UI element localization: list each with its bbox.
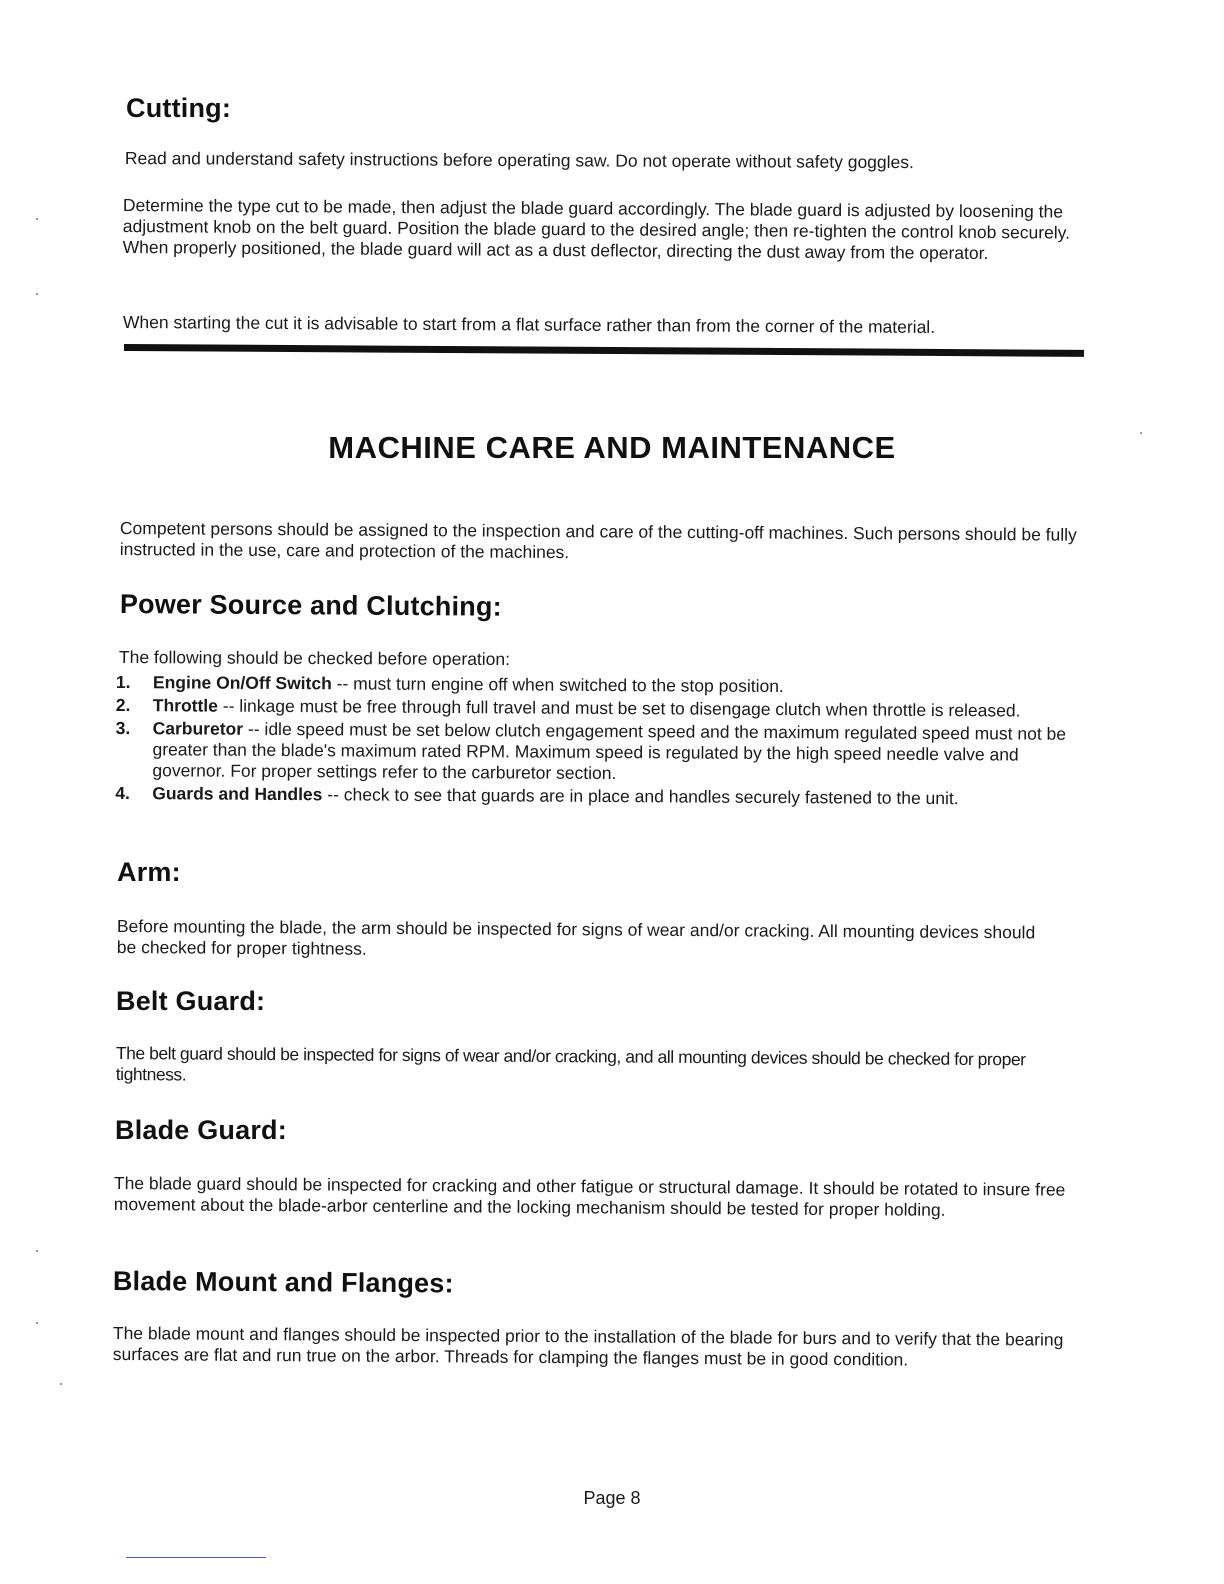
- section-divider: [124, 344, 1084, 357]
- list-item-text: -- idle speed must be set below clutch engagement speed and the maximum regulated speed must not be greater than the blade's maximum rated RPM. Maximum speed is regulated by the high speed needle valve and governor. For proper settings refer to the carburetor section.: [152, 718, 1067, 784]
- list-item-number: 4.: [115, 782, 130, 804]
- inspection-checklist: [115, 672, 1076, 812]
- scan-speck: [1140, 432, 1142, 434]
- cutting-paragraph-2: Determine the type cut to be made, then adjust the blade guard accordingly. The blade guard is adjusted by loosening the adjustment knob on the belt guard. Position the blade guard to the desired angle; then re-tighten the control knob securely. When properly positioned, the blade guard will act as a dust deflector, directing the dust away from the operator.: [122, 195, 1071, 264]
- scan-speck: [36, 218, 38, 220]
- list-item-number: 1.: [115, 672, 131, 693]
- list-item: [116, 695, 1076, 722]
- blade-mount-heading: Blade Mount and Flanges:: [112, 1266, 454, 1299]
- belt-guard-heading: Belt Guard:: [116, 986, 266, 1016]
- list-item-term: Throttle: [152, 695, 218, 716]
- bottom-edge-line: [126, 1557, 266, 1558]
- list-item-term: Guards and Handles: [152, 783, 323, 805]
- cutting-paragraph-3: When starting the cut it is advisable to start from a flat surface rather than from the corner of the material.: [122, 312, 936, 337]
- cutting-heading: Cutting:: [126, 93, 232, 123]
- list-item: [115, 783, 1075, 810]
- power-source-heading: Power Source and Clutching:: [119, 589, 502, 622]
- list-item-term: Carburetor: [152, 718, 244, 739]
- list-item-text: -- linkage must be free through full travel and must be set to disengage clutch when throttle is released.: [217, 695, 1021, 721]
- list-item-text: -- must turn engine off when switched to the stop position.: [331, 673, 784, 697]
- blade-mount-paragraph: The blade mount and flanges should be inspected prior to the installation of the blade for burs and to verify that the bearing surfaces are flat and run true on the arbor. Threads for clamping the flanges must be in good condition.: [112, 1323, 1064, 1370]
- intro-paragraph: Competent persons should be assigned to the inspection and care of the cutting-off machines. Such persons should be fully instructed in the use, care and protection of the machines.: [119, 518, 1077, 563]
- blade-guard-paragraph: The blade guard should be inspected for cracking and other fatigue or structural damage. It should be rotated to insure free movement about the blade-arbor centerline and the locking mechanism should be tested for proper holding.: [113, 1173, 1066, 1220]
- list-item-number: 2.: [115, 694, 131, 716]
- page-number: Page 8: [583, 1488, 641, 1508]
- blade-guard-heading: Blade Guard:: [115, 1115, 287, 1145]
- list-item-number: 3.: [115, 717, 131, 739]
- arm-paragraph: Before mounting the blade, the arm should be inspected for signs of wear and/or cracking. All mounting devices should be checked for proper tightness.: [116, 916, 1036, 959]
- arm-heading: Arm:: [117, 857, 181, 887]
- scan-speck: [36, 1322, 38, 1324]
- page-title: MACHINE CARE AND MAINTENANCE: [328, 430, 896, 465]
- power-source-lead: The following should be checked before operation:: [118, 647, 511, 670]
- belt-guard-paragraph: The belt guard should be inspected for signs of wear and/or cracking, and all mounting devices should be checked for proper tightness.: [115, 1043, 1026, 1085]
- list-item-term: Engine On/Off Switch: [152, 672, 332, 694]
- list-item: [116, 672, 1076, 699]
- list-item: [115, 718, 1075, 787]
- scan-speck: [36, 1250, 38, 1252]
- cutting-paragraph-1: Read and understand safety instructions before operating saw. Do not operate without safety goggles.: [124, 148, 914, 173]
- scan-speck: [36, 293, 38, 295]
- list-item-text: -- check to see that guards are in place and handles securely fastened to the unit.: [322, 784, 959, 809]
- scan-speck: [60, 1383, 62, 1385]
